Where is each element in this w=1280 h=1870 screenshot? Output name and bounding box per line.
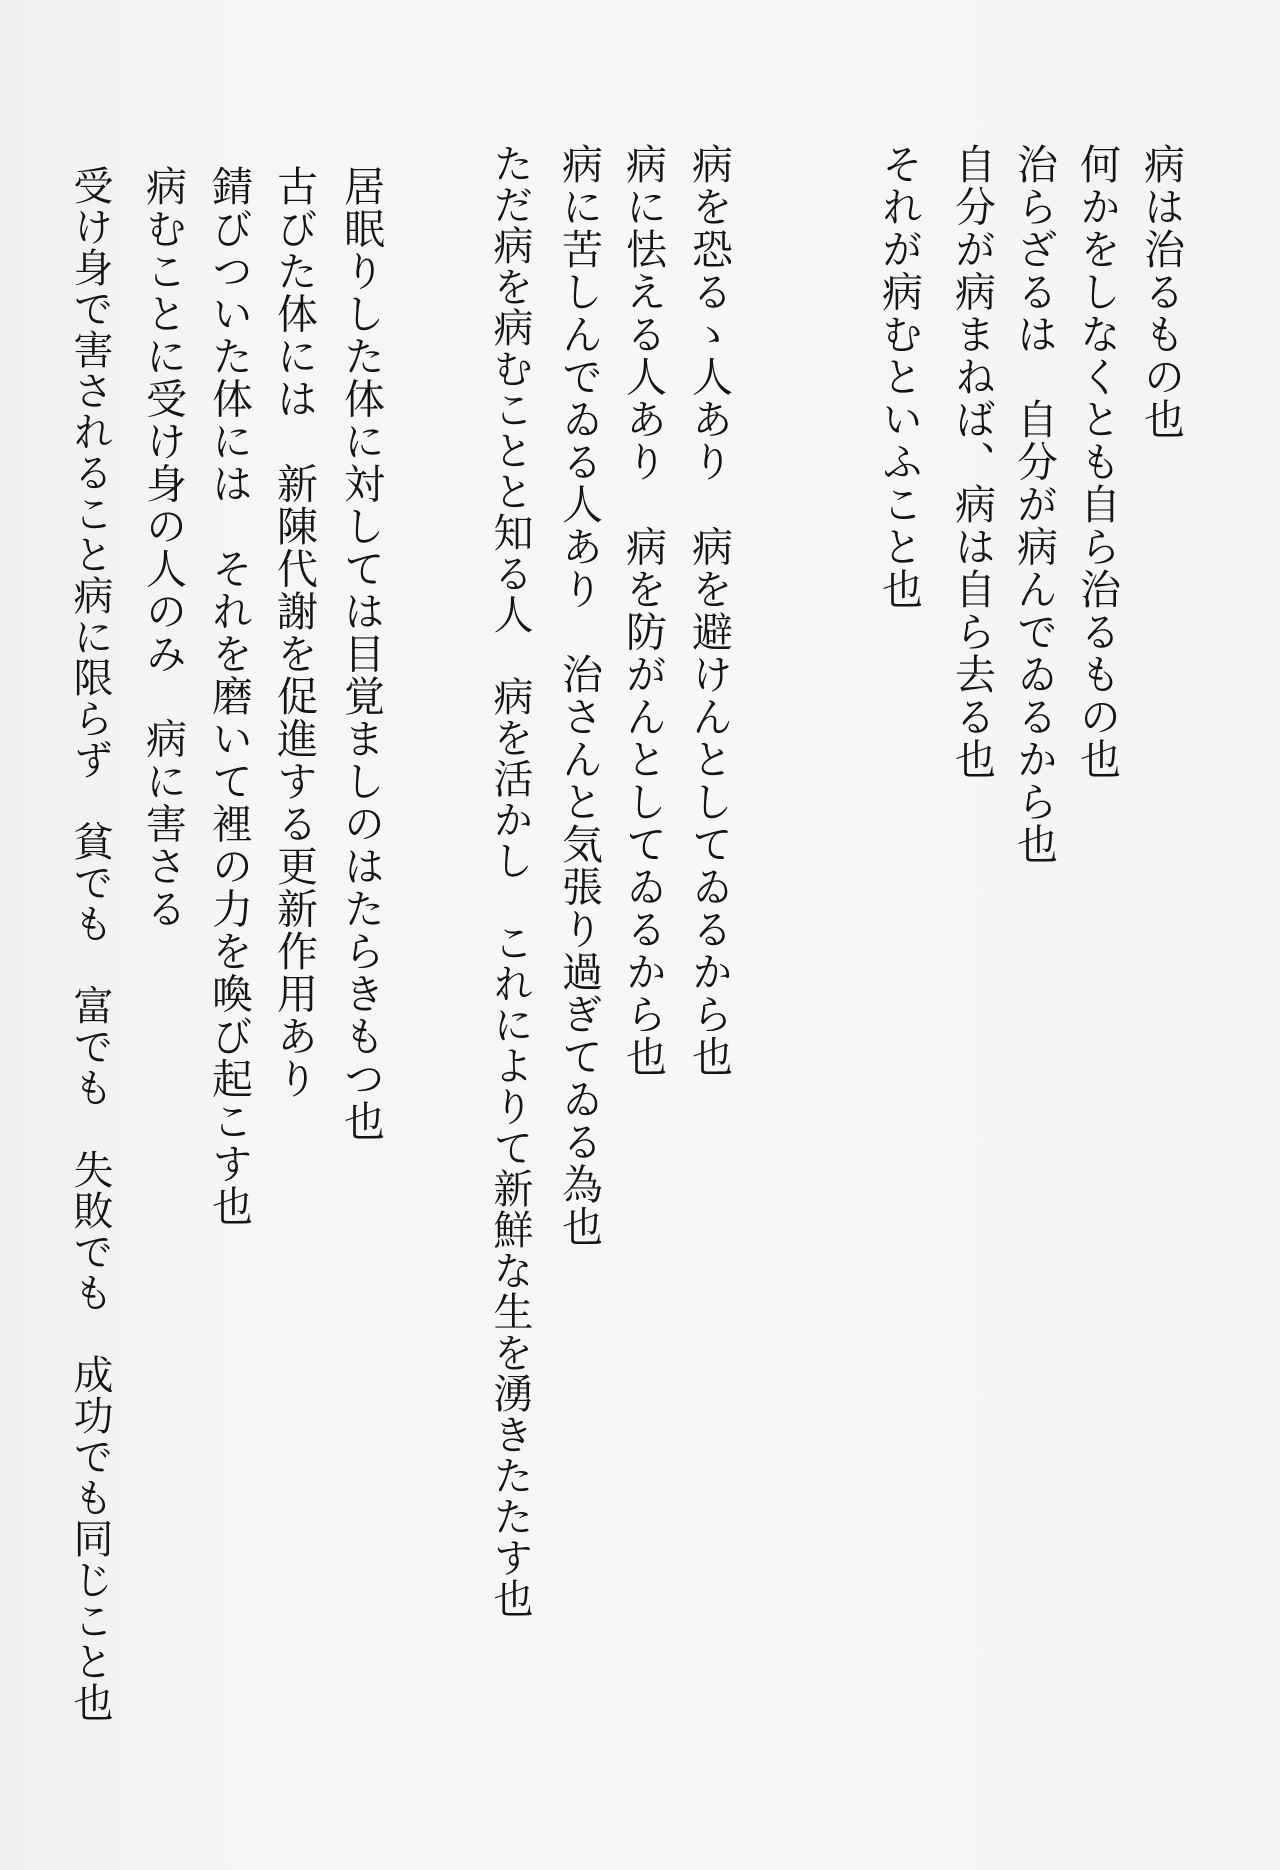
stanza3-line4: 病むことに受け身の人のみ 病に害さる — [139, 165, 187, 930]
stanza1-line3: 治らざるは 自分が病んでゐるから也 — [1010, 143, 1058, 866]
stanza2-line3: 病に苦しんでゐる人あり 治さんと気張り過ぎてゐる為也 — [555, 143, 603, 1248]
stanza3-line2: 古びた体には 新陳代謝を促進する更新作用あり — [270, 165, 318, 1100]
stanza1-line5: それが病むといふこと也 — [875, 143, 923, 611]
stanza2-line4: ただ病を病むことと知る人 病を活かし これによりて新鮮な生を湧きたたす也 — [487, 143, 533, 1619]
stanza2-line2: 病に怯える人あり 病を防がんとしてゐるから也 — [619, 143, 667, 1078]
stanza3-line3: 錆びついた体には それを磨いて裡の力を喚び起こす也 — [205, 165, 253, 1228]
stanza1-line1: 病は治るもの也 — [1137, 143, 1185, 441]
stanza3-line1: 居眠りした体に対しては目覚ましのはたらきもつ也 — [337, 165, 385, 1143]
stanza3-line5: 受け身で害されること病に限らず 貧でも 富でも 失敗でも 成功でも同じこと也 — [67, 165, 113, 1723]
stanza2-line1: 病を恐るゝ人あり 病を避けんとしてゐるから也 — [685, 143, 733, 1078]
stanza1-line4: 自分が病まねば、病は自ら去る也 — [948, 143, 996, 781]
stanza1-line2: 何かをしなくとも自ら治るもの也 — [1073, 143, 1121, 781]
